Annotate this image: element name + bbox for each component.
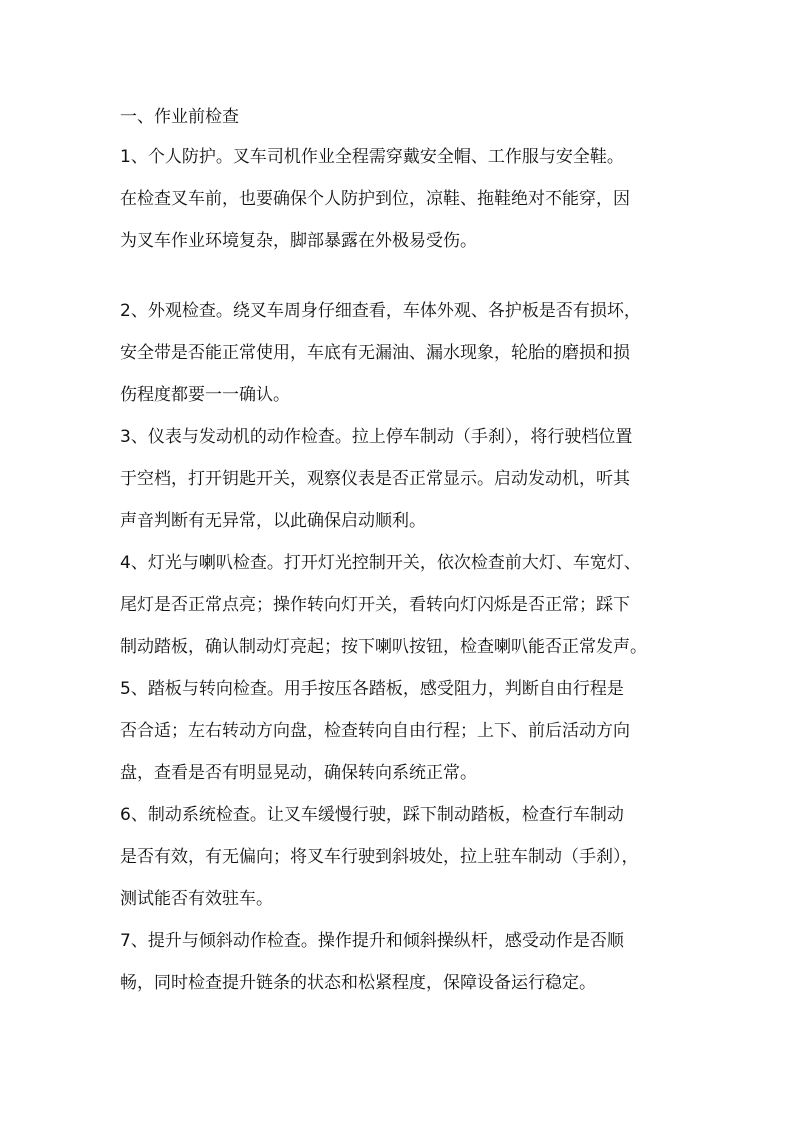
paragraph-line: 是否有效，有无偏向；将叉车行驶到斜坡处，拉上驻车制动（手刹）， <box>120 847 639 867</box>
paragraph-line: 制动踏板，确认制动灯亮起；按下喇叭按钮，检查喇叭能否正常发声。 <box>120 637 647 657</box>
paragraph-gap <box>120 262 680 290</box>
paragraph-line: 为叉车作业环境复杂，脚部暴露在外极易受伤。 <box>120 231 477 251</box>
paragraph-brake-system-check <box>120 794 680 920</box>
paragraph-line: 2、外观检查。绕叉车周身仔细查看，车体外观、各护板是否有损坏， <box>120 301 641 321</box>
paragraph-line: 尾灯是否正常点亮；操作转向灯开关，看转向灯闪烁是否正常；踩下 <box>120 595 630 615</box>
paragraph-line: 测试能否有效驻车。 <box>120 889 273 909</box>
paragraph-line: 3、仪表与发动机的动作检查。拉上停车制动（手刹），将行驶档位置 <box>120 427 633 447</box>
paragraph-line: 在检查叉车前，也要确保个人防护到位，凉鞋、拖鞋绝对不能穿，因 <box>120 189 630 209</box>
paragraph-personal-protection <box>120 136 680 262</box>
paragraph-line: 安全带是否能正常使用，车底有无漏油、漏水现象，轮胎的磨损和损 <box>120 343 630 363</box>
paragraph-line: 畅，同时检查提升链条的状态和松紧程度，保障设备运行稳定。 <box>120 973 596 993</box>
paragraph-line: 7、提升与倾斜动作检查。操作提升和倾斜操纵杆，感受动作是否顺 <box>120 931 624 951</box>
paragraph-line: 4、灯光与喇叭检查。打开灯光控制开关，依次检查前大灯、车宽灯、 <box>120 553 641 573</box>
paragraph-line: 5、踏板与转向检查。用手按压各踏板，感受阻力，判断自由行程是 <box>120 679 624 699</box>
paragraph-line: 伤程度都要一一确认。 <box>120 385 290 405</box>
paragraph-line: 声音判断有无异常，以此确保启动顺利。 <box>120 511 426 531</box>
paragraph-line: 盘，查看是否有明显晃动，确保转向系统正常。 <box>120 763 477 783</box>
paragraph-line: 1、个人防护。叉车司机作业全程需穿戴安全帽、工作服与安全鞋。 <box>120 147 624 167</box>
paragraph-line: 6、制动系统检查。让叉车缓慢行驶，踩下制动踏板，检查行车制动 <box>120 805 624 825</box>
paragraph-line: 否合适；左右转动方向盘，检查转向自由行程；上下、前后活动方向 <box>120 721 630 741</box>
paragraph-line: 于空档，打开钥匙开关，观察仪表是否正常显示。启动发动机，听其 <box>120 469 630 489</box>
document-page <box>120 98 680 1004</box>
paragraph-lift-tilt-check <box>120 920 680 1004</box>
paragraph-pedal-steering-check <box>120 668 680 794</box>
section-title: 一、作业前检查 <box>120 107 239 127</box>
paragraph-light-horn-check <box>120 542 680 668</box>
paragraph-appearance-check <box>120 290 680 416</box>
paragraph-instrument-engine-check <box>120 416 680 542</box>
